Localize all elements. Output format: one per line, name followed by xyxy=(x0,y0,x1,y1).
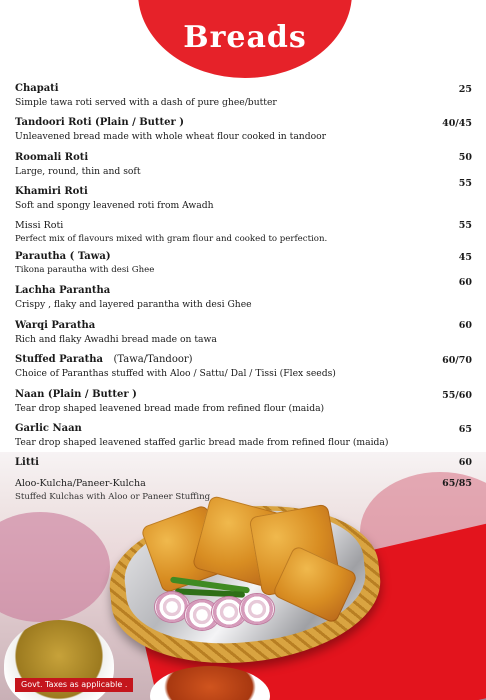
menu-item xyxy=(15,185,471,212)
item-price: 55/60 xyxy=(442,390,472,401)
item-price: 60/70 xyxy=(442,355,472,366)
item-name: Missi Roti xyxy=(15,220,64,231)
menu-item xyxy=(15,319,471,346)
item-description: Perfect mix of flavours mixed with gram flour and cooked to perfection. xyxy=(15,234,328,244)
item-price: 25 xyxy=(458,84,472,95)
item-price: 65 xyxy=(458,424,472,435)
menu-item xyxy=(15,219,471,246)
item-price: 60 xyxy=(458,457,472,468)
item-name: Warqi Paratha xyxy=(15,320,96,331)
menu-item xyxy=(15,116,471,143)
tax-note: Govt. Taxes as applicable . xyxy=(15,678,133,692)
item-price: 50 xyxy=(458,152,472,163)
item-name: Garlic Naan xyxy=(15,423,82,434)
menu-item xyxy=(15,477,471,504)
menu-item xyxy=(15,456,471,470)
item-name: Aloo-Kulcha/Paneer-Kulcha xyxy=(15,478,146,489)
item-name xyxy=(15,353,471,367)
item-name: Parautha ( Tawa) xyxy=(15,251,111,262)
menu-item xyxy=(15,353,471,380)
item-description: Choice of Paranthas stuffed with Aloo / Sattu/ Dal / Tissi (Flex seeds) xyxy=(15,368,336,379)
menu-item xyxy=(15,284,471,311)
item-price: 45 xyxy=(458,252,472,263)
item-price: 55 xyxy=(458,220,472,231)
item-name-text: Stuffed Paratha xyxy=(15,354,104,365)
item-name: Litti xyxy=(15,457,39,468)
menu-item xyxy=(15,422,471,449)
item-name: Tandoori Roti (Plain / Butter ) xyxy=(15,117,185,128)
item-price: 65/85 xyxy=(442,478,472,489)
menu-item xyxy=(15,82,471,109)
item-name: Roomali Roti xyxy=(15,152,89,163)
item-name: Naan (Plain / Butter ) xyxy=(15,389,137,400)
item-description: Unleavened bread made with whole wheat flour cooked in tandoor xyxy=(15,131,327,142)
item-price: 60 xyxy=(458,277,472,288)
item-name-note: (Tawa/Tandoor) xyxy=(113,354,193,365)
item-price: 60 xyxy=(458,320,472,331)
item-description: Tear drop shaped leavened bread made from refined flour (maida) xyxy=(15,403,325,414)
item-price: 40/45 xyxy=(442,118,472,129)
page-title: Breads xyxy=(183,20,307,55)
item-description: Rich and flaky Awadhi bread made on tawa xyxy=(15,334,217,345)
item-description: Tikona parautha with desi Ghee xyxy=(15,265,155,275)
menu-item xyxy=(15,151,471,178)
item-description: Soft and spongy leavened roti from Awadh xyxy=(15,200,214,211)
item-description: Crispy , flaky and layered parantha with desi Ghee xyxy=(15,299,252,310)
item-name: Khamiri Roti xyxy=(15,186,88,197)
menu-item xyxy=(15,250,471,277)
item-name: Lachha Parantha xyxy=(15,285,111,296)
item-price: 55 xyxy=(458,178,472,189)
item-name: Chapati xyxy=(15,83,59,94)
item-description: Large, round, thin and soft xyxy=(15,166,141,177)
item-description: Tear drop shaped leavened staffed garlic bread made from refined flour (maida) xyxy=(15,437,389,448)
menu-item xyxy=(15,388,471,415)
item-description: Stuffed Kulchas with Aloo or Paneer Stuffing xyxy=(15,492,211,502)
item-description: Simple tawa roti served with a dash of pure ghee/butter xyxy=(15,97,277,108)
